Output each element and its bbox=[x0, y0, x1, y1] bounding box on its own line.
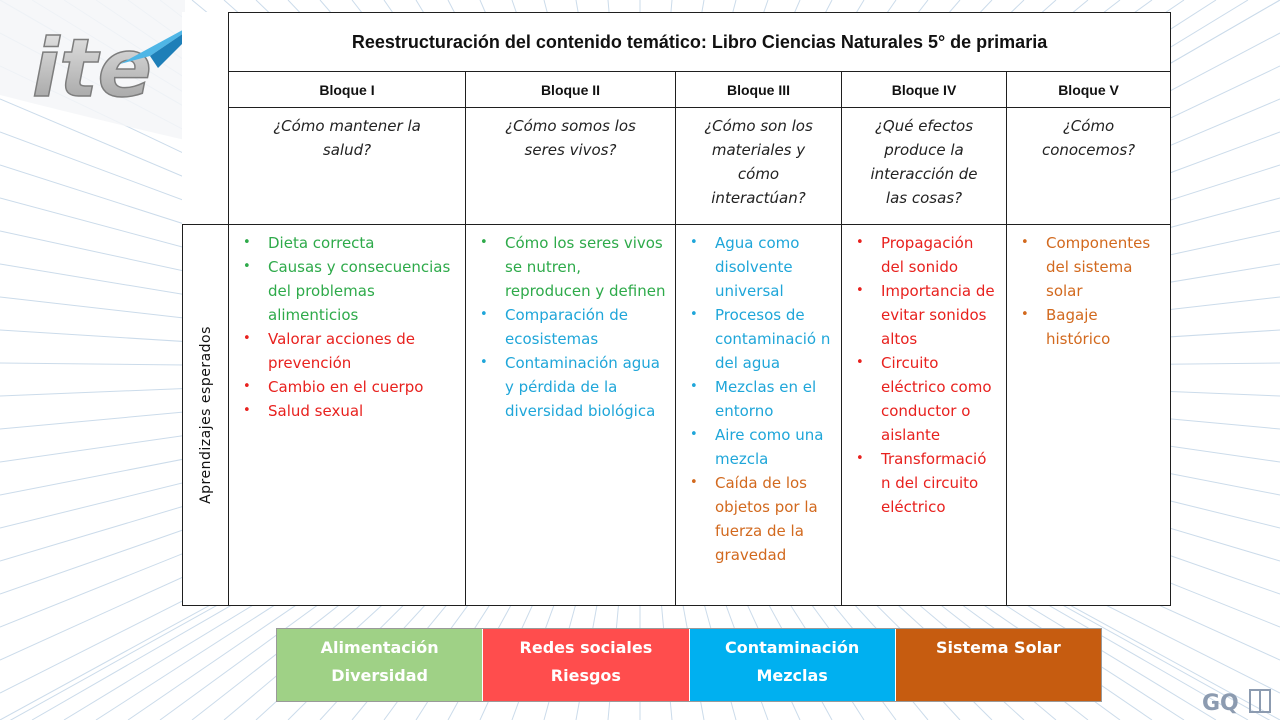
learning-list bbox=[1019, 231, 1164, 351]
legend-line-2: Mezclas bbox=[756, 666, 828, 685]
side-label: Aprendizajes esperados bbox=[197, 326, 214, 504]
footer-logo-text: GQ bbox=[1202, 691, 1239, 716]
list-item: • Causas y consecuencias del problemas alimenticios bbox=[241, 255, 459, 327]
list-item: • Caída de los objetos por la fuerza de la gravedad bbox=[688, 471, 835, 567]
block-question-2: ¿Cómo somos los seres vivos? bbox=[466, 108, 676, 225]
list-item: • Componentes del sistema solar bbox=[1019, 231, 1164, 303]
block-question-1: ¿Cómo mantener la salud? bbox=[229, 108, 466, 225]
block-header-2: Bloque II bbox=[466, 72, 676, 108]
legend-line-2: Riesgos bbox=[550, 666, 621, 685]
list-item: • Importancia de evitar sonidos altos bbox=[854, 279, 1000, 351]
list-item: • Transformació n del circuito eléctrico bbox=[854, 447, 1000, 519]
legend-item-1 bbox=[277, 629, 483, 701]
block-question-5: ¿Cómo conocemos? bbox=[1007, 108, 1171, 225]
list-item: • Salud sexual bbox=[241, 399, 459, 423]
list-item: • Bagaje histórico bbox=[1019, 303, 1164, 351]
list-item: • Cómo los seres vivos se nutren, reproducen y definen bbox=[478, 231, 669, 303]
block-items-cell-3 bbox=[676, 225, 842, 606]
list-item: • Mezclas en el entorno bbox=[688, 375, 835, 423]
content-table bbox=[182, 12, 1171, 606]
legend-line-1: Alimentación bbox=[320, 638, 439, 657]
list-item: • Agua como disolvente universal bbox=[688, 231, 835, 303]
footer-logo bbox=[1188, 682, 1278, 718]
learning-list bbox=[688, 231, 835, 567]
block-items-cell-1 bbox=[229, 225, 466, 606]
legend-item-2 bbox=[483, 629, 689, 701]
block-question-3: ¿Cómo son los materiales y cómo interactúan? bbox=[676, 108, 842, 225]
legend-item-3 bbox=[690, 629, 896, 701]
block-header-1: Bloque I bbox=[229, 72, 466, 108]
table-title: Reestructuración del contenido temático: Libro Ciencias Naturales 5° de primaria bbox=[229, 13, 1171, 72]
list-item: • Procesos de contaminació n del agua bbox=[688, 303, 835, 375]
block-question-4: ¿Qué efectos produce la interacción de las cosas? bbox=[842, 108, 1007, 225]
block-items-cell-2 bbox=[466, 225, 676, 606]
legend-line-1: Redes sociales bbox=[519, 638, 653, 657]
learning-list bbox=[854, 231, 1000, 519]
learning-list bbox=[241, 231, 459, 423]
legend-bar bbox=[276, 628, 1102, 702]
list-item: • Dieta correcta bbox=[241, 231, 459, 255]
block-header-4: Bloque IV bbox=[842, 72, 1007, 108]
side-label-cell bbox=[183, 225, 229, 606]
list-item: • Aire como una mezcla bbox=[688, 423, 835, 471]
list-item: • Comparación de ecosistemas bbox=[478, 303, 669, 351]
learning-list bbox=[478, 231, 669, 423]
legend-line-1: Sistema Solar bbox=[935, 638, 1061, 657]
legend-line-1: Contaminación bbox=[724, 638, 860, 657]
list-item: • Valorar acciones de prevención bbox=[241, 327, 459, 375]
list-item: • Circuito eléctrico como conductor o aislante bbox=[854, 351, 1000, 447]
ite-logo-text: ite bbox=[32, 22, 152, 108]
list-item: • Propagación del sonido bbox=[854, 231, 1000, 279]
block-header-5: Bloque V bbox=[1007, 72, 1171, 108]
list-item: • Cambio en el cuerpo bbox=[241, 375, 459, 399]
legend-line-2: Diversidad bbox=[331, 666, 428, 685]
legend-item-4 bbox=[896, 629, 1101, 701]
list-item: • Contaminación agua y pérdida de la diversidad biológica bbox=[478, 351, 669, 423]
block-header-3: Bloque III bbox=[676, 72, 842, 108]
block-items-cell-4 bbox=[842, 225, 1007, 606]
block-items-cell-5 bbox=[1007, 225, 1171, 606]
